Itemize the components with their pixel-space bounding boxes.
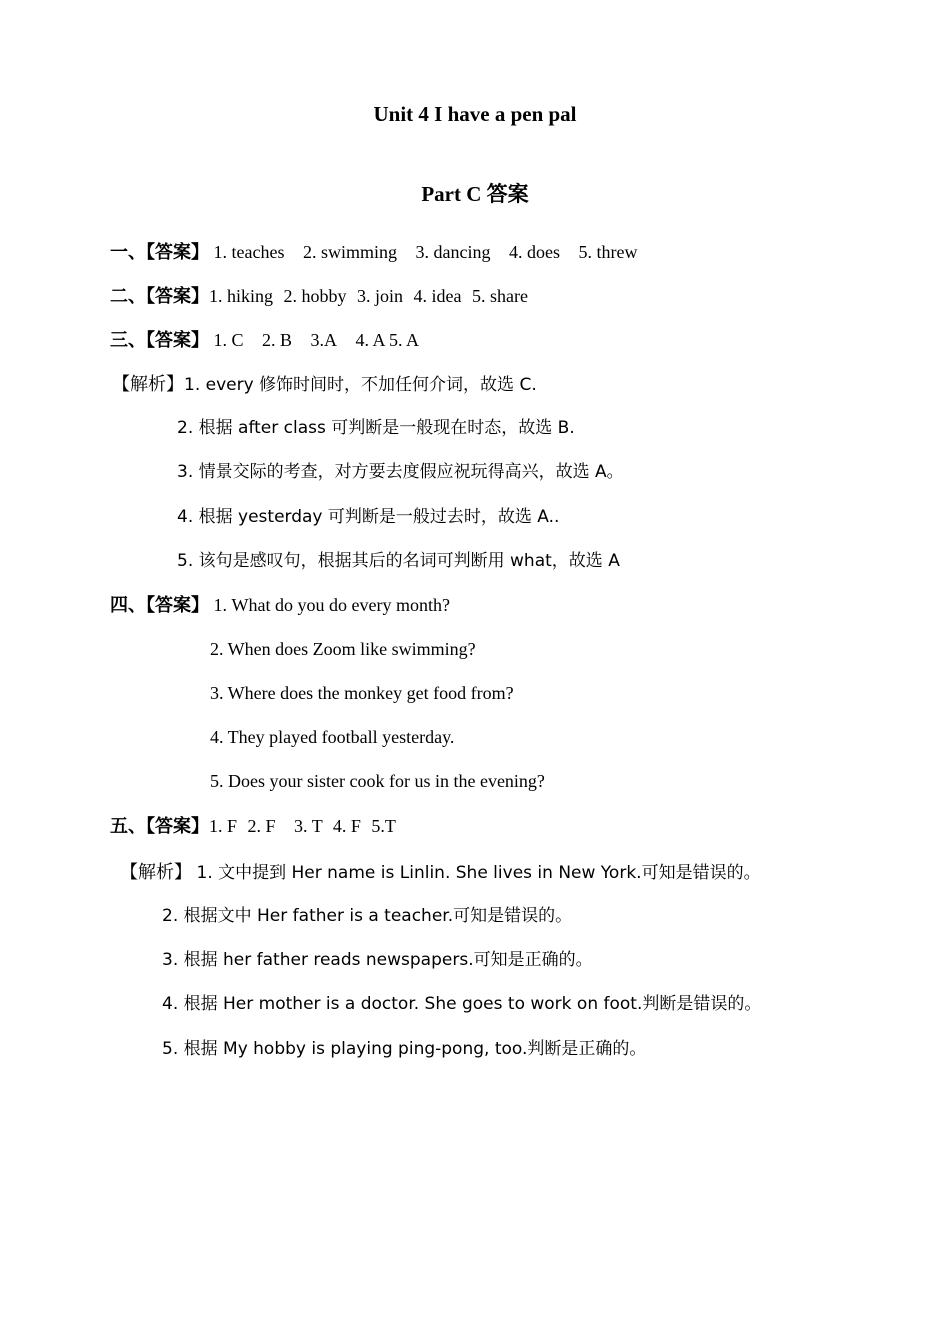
analysis-item: 1. 文中提到 Her name is Linlin. She lives in New York.可知是错误的。 [196,863,761,883]
answer-item: 3. Where does the monkey get food from? [210,683,514,703]
answer-item: 5. Does your sister cook for us in the evening? [210,771,545,791]
answer-item: 3.A [310,330,338,350]
answer-item: 2. hobby [283,286,347,306]
answer-tag: 【答案】 [146,595,209,616]
answer-item: 5. share [472,286,528,306]
section-5-answers [110,814,396,839]
analysis-item: 5. 根据 My hobby is playing ping-pong, too.判断是正确的。 [162,1039,647,1059]
answer-item: 1. C [213,330,244,350]
answer-item: 4. A [355,330,385,350]
answer-item: 1. What do you do every month? [213,595,450,615]
answer-item: 4. F [332,816,361,836]
answer-tag: 【答案】 [146,816,209,837]
section-number: 五、 [110,816,146,837]
answer-item: 4. idea [413,286,462,306]
answer-item: 3. dancing [415,242,491,262]
answer-item: 5. threw [578,242,638,262]
answer-item: 2. F [247,816,276,836]
page-subtitle: Part C 答案 [421,182,529,206]
answer-item: 5. A [389,330,420,350]
section-number: 二、 [110,286,146,307]
analysis-item: 5. 该句是感叹句，根据其后的名词可判断用 what，故选 A [177,551,620,571]
analysis-item: 4. 根据 yesterday 可判断是一般过去时，故选 A.. [177,507,560,527]
section-number: 四、 [110,595,146,616]
answer-item: 1. hiking [209,286,274,306]
analysis-item: 1. every 修饰时间时，不加任何介词，故选 C. [184,375,537,395]
answer-item: 3. T [294,816,323,836]
answer-item: 2. swimming [302,242,397,262]
analysis-item: 3. 情景交际的考查，对方要去度假应祝玩得高兴，故选 A。 [177,462,624,482]
section-3-answers [110,328,419,353]
answer-item: 5.T [371,816,396,836]
answer-item: 2. When does Zoom like swimming? [210,639,476,659]
section-4-answers [110,593,450,618]
answer-item: 2. B [262,330,293,350]
answer-tag: 【答案】 [146,330,209,351]
page-title: Unit 4 I have a pen pal [373,102,577,126]
section-3-analysis-line [112,372,537,397]
answer-item: 1. F [209,816,238,836]
answer-tag: 【答案】 [146,286,209,307]
section-2-answers [110,284,528,309]
answer-item: 3. join [357,286,404,306]
analysis-item: 2. 根据 after class 可判断是一般现在时态，故选 B. [177,418,575,438]
answer-item: 4. does [508,242,560,262]
section-number: 三、 [110,330,146,351]
answer-item: 1. teaches [213,242,285,262]
analysis-item: 3. 根据 her father reads newspapers.可知是正确的。 [162,950,593,970]
analysis-tag: 【解析】 [120,862,192,883]
answer-item: 4. They played football yesterday. [210,727,455,747]
analysis-tag: 【解析】 [112,374,184,395]
section-1-answers [110,240,637,265]
analysis-item: 4. 根据 Her mother is a doctor. She goes to work on foot.判断是错误的。 [162,994,762,1014]
answer-tag: 【答案】 [146,242,209,263]
section-number: 一、 [110,242,146,263]
analysis-item: 2. 根据文中 Her father is a teacher.可知是错误的。 [162,906,573,926]
section-5-analysis-line [120,860,761,885]
